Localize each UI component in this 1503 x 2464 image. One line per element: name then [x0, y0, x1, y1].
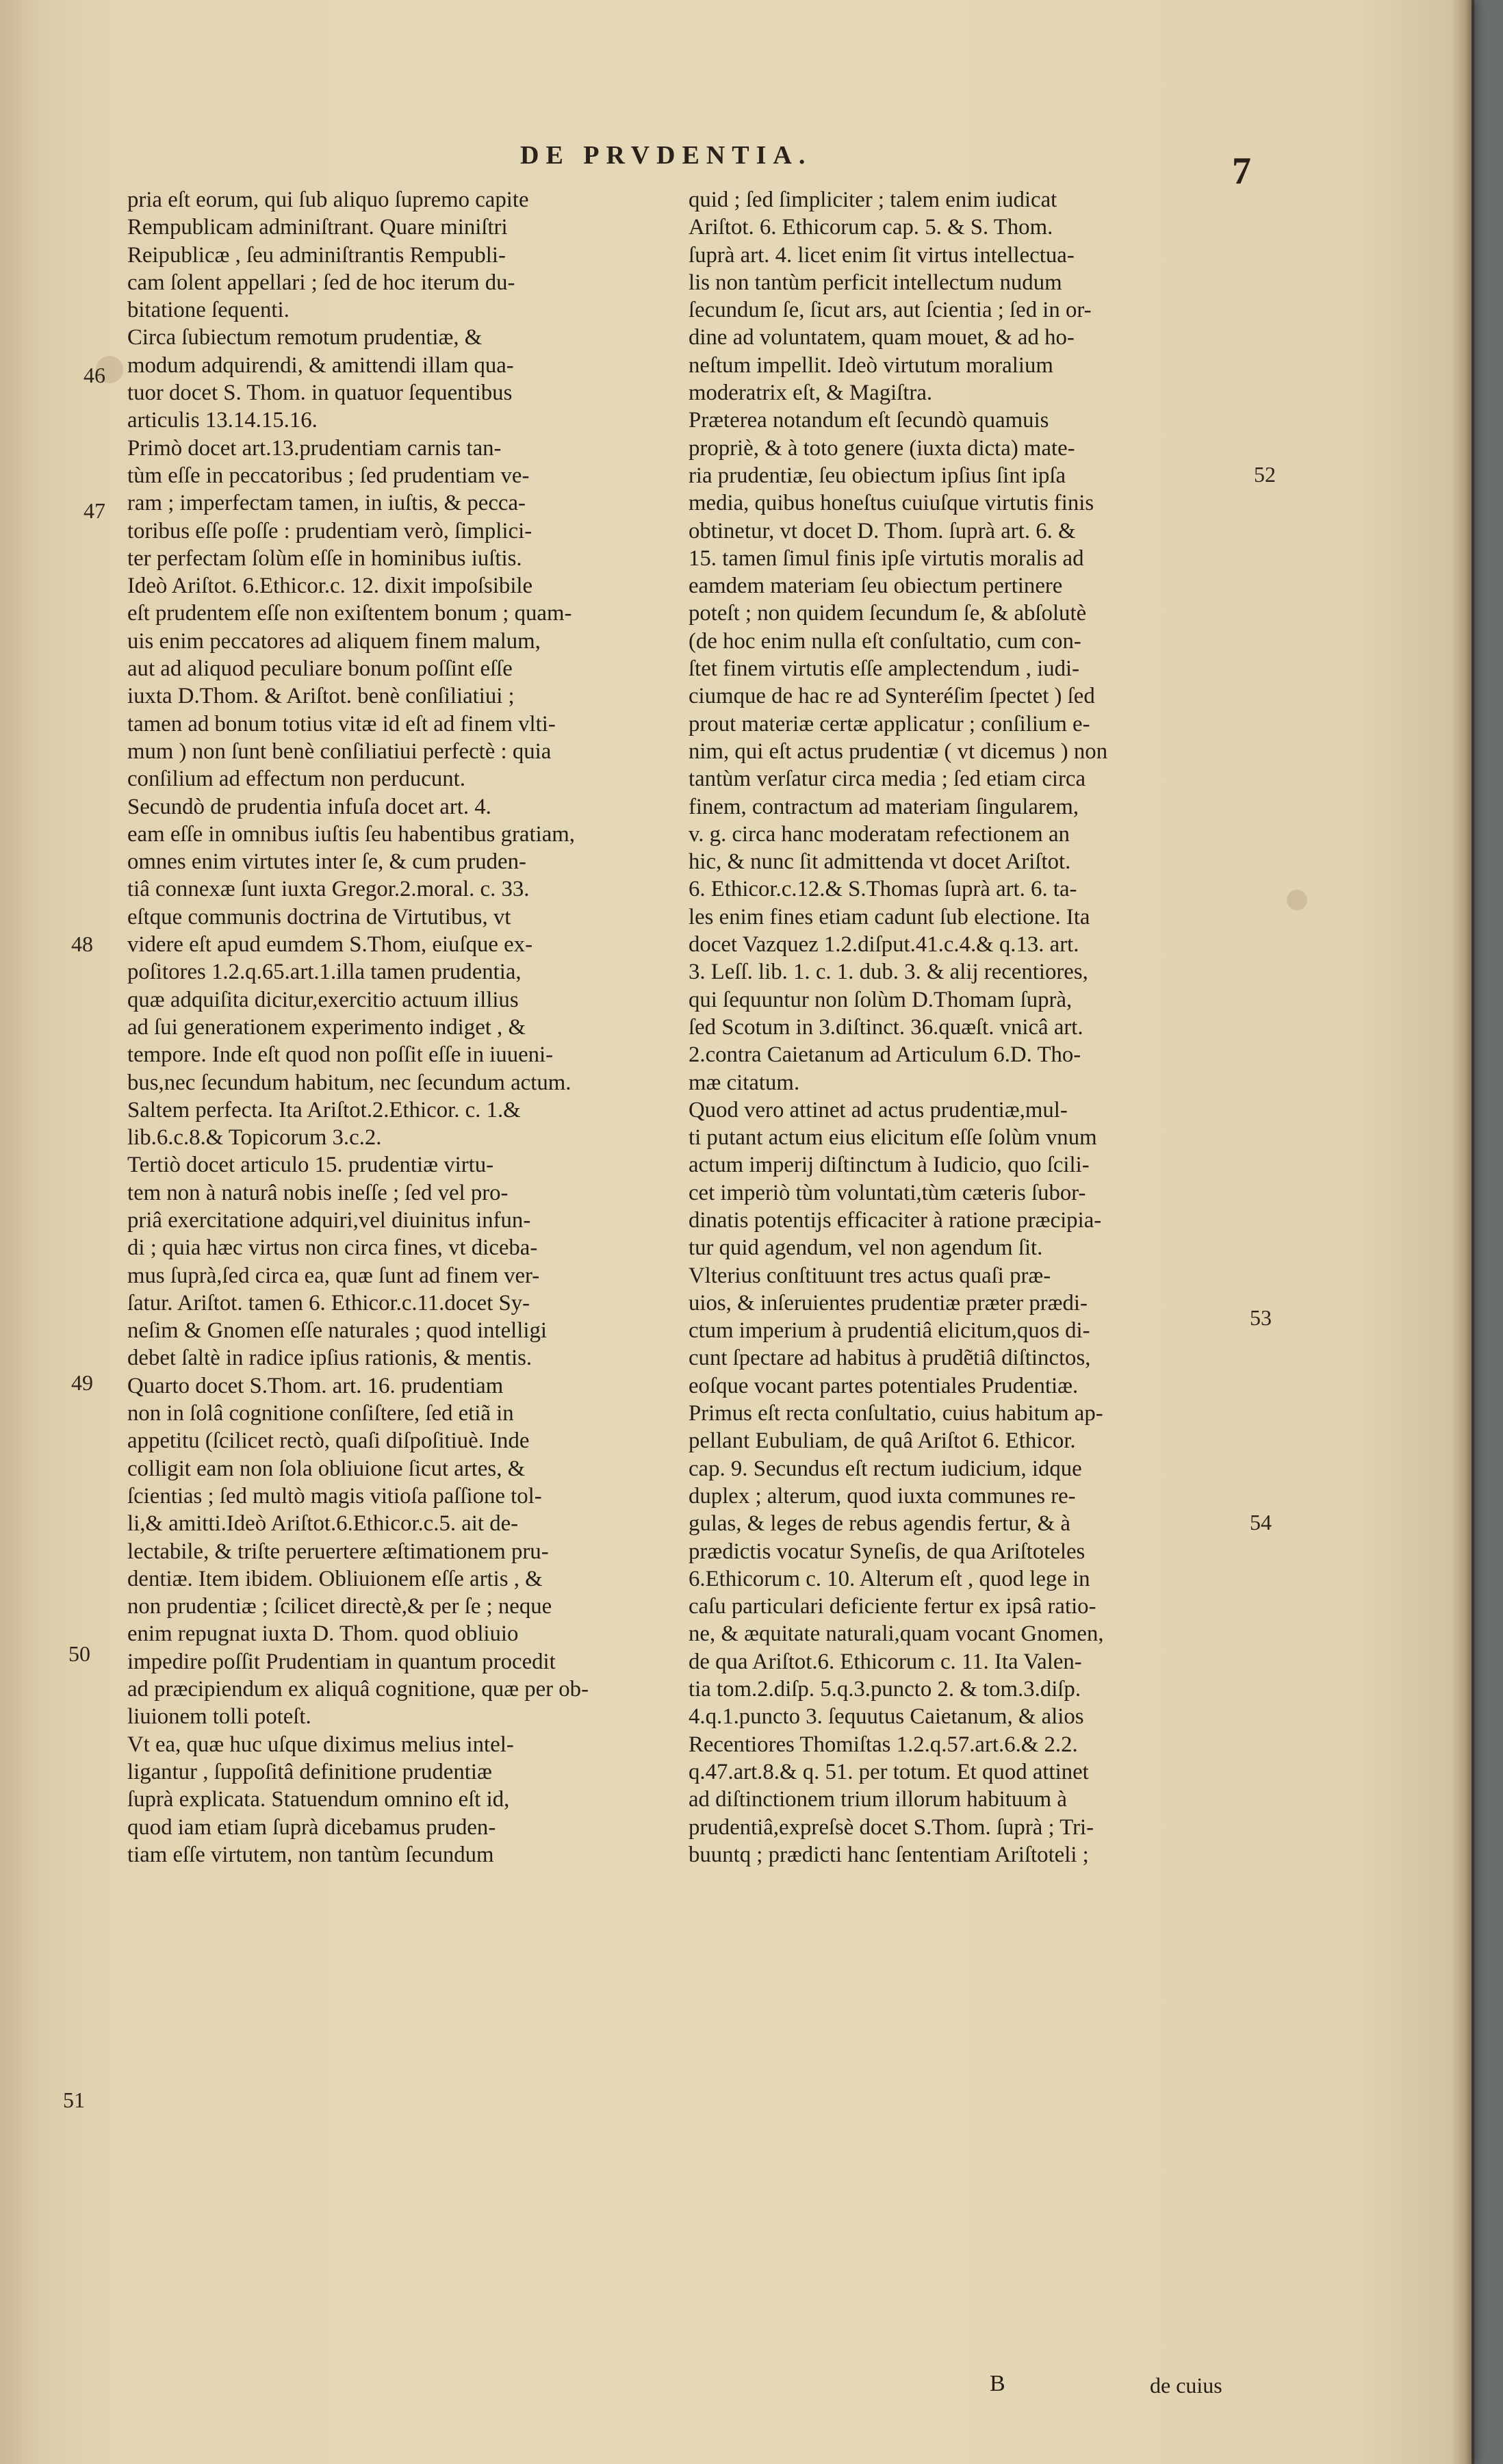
text-line: tamen ad bonum totius vitæ id eſt ad finem vlti- — [127, 711, 556, 736]
text-line: duplex ; alterum, quod iuxta communes re- — [689, 1483, 1076, 1509]
text-line: eoſque vocant partes potentiales Prudentiæ. — [689, 1373, 1079, 1398]
text-line: tiam eſſe virtutem, non tantùm ſecundum — [127, 1842, 494, 1867]
text-line: Saltem perfecta. Ita Ariſtot.2.Ethicor. c. 1.& — [127, 1097, 521, 1122]
text-line: tur quid agendum, vel non agendum ſit. — [689, 1235, 1043, 1261]
text-line: Primò docet art.13.prudentiam carnis tan- — [127, 435, 502, 461]
text-line: v. g. circa hanc moderatam refectionem an — [689, 821, 1070, 847]
text-line: tùm eſſe in peccatoribus ; ſed prudentiam ve- — [127, 463, 530, 488]
text-line: bus,nec ſecundum habitum, nec ſecundum actum. — [127, 1070, 571, 1095]
text-line: 2.contra Caietanum ad Articulum 6.D. Tho- — [689, 1042, 1081, 1068]
text-line: ad præcipiendum ex aliquâ cognitione, quæ per ob- — [127, 1677, 589, 1702]
text-line: ad diſtinctionem trium illorum habituum à — [689, 1787, 1067, 1812]
margin-number: 53 — [1250, 1305, 1272, 1330]
text-line: enim repugnat iuxta D. Thom. quod obliuio — [127, 1621, 519, 1647]
text-line: lib.6.c.8.& Topicorum 3.c.2. — [127, 1125, 382, 1151]
text-line: impedire poſſit Prudentiam in quantum procedit — [127, 1649, 556, 1674]
margin-number: 52 — [1254, 462, 1276, 487]
text-line: videre eſt apud eumdem S.Thom, eiuſque ex- — [127, 932, 532, 958]
text-line: poſitores 1.2.q.65.art.1.illa tamen prudentia, — [127, 960, 522, 985]
text-line: pria eſt eorum, qui ſub aliquo ſupremo capite — [127, 188, 529, 212]
text-line: li,& amitti.Ideò Ariſtot.6.Ethicor.c.5. ait de- — [127, 1511, 519, 1537]
text-line: toribus eſſe poſſe : prudentiam verò, ſimplici- — [127, 518, 532, 543]
text-line: eamdem materiam ſeu obiectum pertinere — [689, 574, 1063, 599]
text-line: Ideò Ariſtot. 6.Ethicor.c. 12. dixit impoſsibile — [127, 574, 533, 599]
page-number: 7 — [1232, 150, 1251, 192]
text-line: mæ citatum. — [689, 1070, 800, 1095]
text-line: prudentiâ,expreſsè docet S.Thom. ſuprà ; Tri- — [689, 1814, 1094, 1840]
text-line: cam ſolent appellari ; ſed de hoc iterum du- — [127, 270, 515, 295]
text-line: conſilium ad effectum non perducunt. — [127, 767, 465, 792]
text-line: Ariſtot. 6. Ethicorum cap. 5. & S. Thom. — [689, 215, 1053, 240]
text-line: 3. Leſſ. lib. 1. c. 1. dub. 3. & alij recentiores, — [689, 960, 1088, 985]
text-line: tempore. Inde eſt quod non poſſit eſſe in iuueni- — [127, 1042, 554, 1068]
text-line: Recentiores Thomiſtas 1.2.q.57.art.6.& 2.2. — [689, 1732, 1078, 1757]
text-line: uios, & inſeruientes prudentiæ præter prædi- — [689, 1290, 1088, 1316]
text-line: prout materiæ certæ applicatur ; conſilium e- — [689, 711, 1090, 736]
running-head: DE PRVDENTIA. — [520, 141, 812, 170]
text-line: ctum imperium à prudentiâ elicitum,quos di- — [689, 1318, 1090, 1344]
text-line: ſuprà art. 4. licet enim ſit virtus intellectua- — [689, 242, 1075, 268]
text-line: Rempublicam adminiſtrant. Quare miniſtri — [127, 215, 508, 240]
text-line: buuntq ; prædicti hanc ſententiam Ariſtoteli ; — [689, 1842, 1089, 1867]
text-line: tantùm verſatur circa media ; ſed etiam circa — [689, 767, 1086, 792]
text-line: ram ; imperfectam tamen, in iuſtis, & pecca- — [127, 491, 526, 516]
text-line: ſed Scotum in 3.diſtinct. 36.quæſt. vnicâ art. — [689, 1014, 1083, 1040]
catchword: de cuius — [1150, 2373, 1222, 2398]
text-line: qui ſequuntur non ſolùm D.Thomam ſuprà, — [689, 987, 1072, 1012]
text-line: pellant Eubuliam, de quâ Ariſtot 6. Ethicor. — [689, 1428, 1076, 1454]
text-line: ter perfectam ſolùm eſſe in hominibus iuſtis. — [127, 546, 522, 571]
text-line: Reipublicæ , ſeu adminiſtrantis Rempubli- — [127, 242, 506, 268]
text-line: quid ; ſed ſimpliciter ; talem enim iudicat — [689, 188, 1057, 212]
text-line: ſecundum ſe, ſicut ars, aut ſcientia ; ſed in or- — [689, 298, 1092, 323]
text-line: tiâ connexæ ſunt iuxta Gregor.2.moral. c. 33. — [127, 877, 530, 902]
text-line: ſcientias ; ſed multò magis vitioſa paſſione tol- — [127, 1483, 542, 1509]
text-line: ria prudentiæ, ſeu obiectum ipſius ſint ipſa — [689, 463, 1066, 488]
text-line: finem, contractum ad materiam ſingularem, — [689, 794, 1079, 819]
text-line: dine ad voluntatem, quam mouet, & ad ho- — [689, 325, 1075, 350]
text-line: mus ſuprà,ſed circa ea, quæ ſunt ad finem ver- — [127, 1263, 540, 1288]
left-text-column — [127, 186, 668, 1869]
margin-number: 46 — [84, 363, 105, 387]
text-line: caſu particulari deficiente fertur ex ipsâ ratio- — [689, 1594, 1096, 1619]
text-line: appetitu (ſcilicet rectò, quaſi diſpoſitiuè. Inde — [127, 1428, 530, 1454]
text-line: Tertiò docet articulo 15. prudentiæ virtu- — [127, 1153, 494, 1178]
text-line: debet ſaltè in radice ipſius rationis, & mentis. — [127, 1346, 532, 1371]
text-line: 15. tamen ſimul finis ipſe virtutis moralis ad — [689, 546, 1084, 571]
text-line: 4.q.1.puncto 3. ſequutus Caietanum, & alios — [689, 1704, 1084, 1730]
text-line: priâ exercitatione adquiri,vel diuinitus infun- — [127, 1207, 531, 1233]
text-line: liuionem tolli poteſt. — [127, 1704, 311, 1730]
text-line: Vlterius conſtituunt tres actus quaſi præ- — [689, 1263, 1051, 1288]
text-line: tuor docet S. Thom. in quatuor ſequentibus — [127, 381, 513, 406]
text-line: neſtum impellit. Ideò virtutum moralium — [689, 352, 1053, 378]
text-line: propriè, & à toto genere (iuxta dicta) mate- — [689, 435, 1075, 461]
text-line: uis enim peccatores ad aliquem finem malum, — [127, 628, 541, 654]
text-line: tia tom.2.diſp. 5.q.3.puncto 2. & tom.3.diſp. — [689, 1677, 1081, 1702]
text-line: q.47.art.8.& q. 51. per totum. Et quod attinet — [689, 1759, 1089, 1784]
text-line: Circa ſubiectum remotum prudentiæ, & — [127, 325, 483, 350]
text-line: Quod vero attinet ad actus prudentiæ,mul- — [689, 1097, 1068, 1122]
text-line: quod iam etiam ſuprà dicebamus pruden- — [127, 1814, 496, 1840]
text-line: lis non tantùm perficit intellectum nudum — [689, 270, 1062, 295]
text-line: Præterea notandum eſt ſecundò quamuis — [689, 408, 1049, 433]
text-line: ligantur , ſuppoſitâ definitione prudentiæ — [127, 1759, 492, 1784]
text-line: 6. Ethicor.c.12.& S.Thomas ſuprà art. 6. ta- — [689, 877, 1077, 902]
margin-number: 50 — [68, 1641, 90, 1666]
text-line: lectabile, & triſte peruertere æſtimationem pru- — [127, 1539, 549, 1564]
paper-stain — [1287, 890, 1307, 910]
text-line: eſtque communis doctrina de Virtutibus, vt — [127, 904, 511, 929]
right-text-column — [689, 186, 1247, 1869]
margin-number: 47 — [84, 498, 105, 523]
text-line: ciumque de hac re ad Synteréſim ſpectet ) ſed — [689, 684, 1095, 709]
text-line: colligit eam non ſola obliuione ſicut artes, & — [127, 1456, 526, 1481]
text-line: mum ) non ſunt benè conſiliatiui perfectè : quia — [127, 739, 552, 764]
text-line: modum adquirendi, & amittendi illam qua- — [127, 352, 514, 378]
margin-number: 48 — [71, 932, 93, 956]
text-line: tem non à naturâ nobis ineſſe ; ſed vel pro- — [127, 1180, 509, 1205]
text-line: media, quibus honeſtus cuiuſque virtutis finis — [689, 491, 1094, 516]
text-line: neſim & Gnomen eſſe naturales ; quod intelligi — [127, 1318, 547, 1344]
text-line: dinatis potentijs efficaciter à ratione præcipia- — [689, 1207, 1102, 1233]
margin-number: 54 — [1250, 1510, 1272, 1535]
text-line: les enim fines etiam cadunt ſub electione. Ita — [689, 904, 1090, 929]
signature-mark: B — [990, 2371, 1005, 2396]
text-line: 6.Ethicorum c. 10. Alterum eſt , quod lege in — [689, 1566, 1090, 1591]
text-line: cunt ſpectare ad habitus à prudẽtiâ diſtinctos, — [689, 1346, 1091, 1371]
text-line: non in ſolâ cognitione conſiſtere, ſed etiã in — [127, 1401, 514, 1426]
text-line: prædictis vocatur Syneſis, de qua Ariſtoteles — [689, 1539, 1086, 1564]
text-line: ne, & æquitate naturali,quam vocant Gnomen, — [689, 1621, 1104, 1647]
text-line: Primus eſt recta conſultatio, cuius habitum ap- — [689, 1401, 1103, 1426]
text-line: ſtet finem virtutis eſſe amplectendum , iudi- — [689, 656, 1080, 682]
text-line: (de hoc enim nulla eſt conſultatio, cum con- — [689, 628, 1081, 654]
text-line: iuxta D.Thom. & Ariſtot. benè conſiliatiui ; — [127, 684, 515, 709]
text-line: Vt ea, quæ huc uſque diximus melius intel- — [127, 1732, 514, 1757]
text-line: bitatione ſequenti. — [127, 298, 290, 323]
margin-number: 49 — [71, 1370, 93, 1395]
text-line: gulas, & leges de rebus agendis fertur, & à — [689, 1511, 1070, 1537]
margin-number: 51 — [63, 2088, 85, 2112]
text-line: cap. 9. Secundus eſt rectum iudicium, idque — [689, 1456, 1082, 1481]
text-line: actum imperij diſtinctum à Iudicio, quo ſcili- — [689, 1153, 1090, 1178]
text-line: hic, & nunc ſit admittenda vt docet Ariſtot. — [689, 849, 1071, 875]
text-line: eſt prudentem eſſe non exiſtentem bonum ; quam- — [127, 601, 572, 626]
text-line: ti putant actum eius elicitum eſſe ſolùm vnum — [689, 1125, 1097, 1151]
text-line: docet Vazquez 1.2.diſput.41.c.4.& q.13. art. — [689, 932, 1079, 958]
text-line: poteſt ; non quidem ſecundum ſe, & abſolutè — [689, 601, 1087, 626]
text-line: ſuprà explicata. Statuendum omnino eſt id, — [127, 1787, 510, 1812]
text-line: di ; quia hæc virtus non circa fines, vt diceba- — [127, 1235, 538, 1261]
text-line: quæ adquiſita dicitur,exercitio actuum illius — [127, 987, 519, 1012]
text-line: aut ad aliquod peculiare bonum poſſint eſſe — [127, 656, 513, 682]
text-line: dentiæ. Item ibidem. Obliuionem eſſe artis , & — [127, 1566, 543, 1591]
text-line: nim, qui eſt actus prudentiæ ( vt dicemus ) non — [689, 739, 1108, 764]
text-line: obtinetur, vt docet D. Thom. ſuprà art. 6. & — [689, 518, 1076, 543]
text-line: non prudentiæ ; ſcilicet directè,& per ſe ; neque — [127, 1594, 552, 1619]
text-line: eam eſſe in omnibus iuſtis ſeu habentibus gratiam, — [127, 821, 575, 847]
text-line: ad ſui generationem experimento indiget , & — [127, 1014, 526, 1040]
text-line: Secundò de prudentia infuſa docet art. 4. — [127, 794, 491, 819]
text-line: articulis 13.14.15.16. — [127, 408, 318, 433]
text-line: de qua Ariſtot.6. Ethicorum c. 11. Ita Valen- — [689, 1649, 1082, 1674]
page-edge-shadow — [1451, 0, 1474, 2464]
text-line: moderatrix eſt, & Magiſtra. — [689, 381, 933, 406]
text-line: ſatur. Ariſtot. tamen 6. Ethicor.c.11.docet Sy- — [127, 1290, 530, 1316]
text-line: cet imperiò tùm voluntati,tùm cæteris ſubor- — [689, 1180, 1086, 1205]
text-line: Quarto docet S.Thom. art. 16. prudentiam — [127, 1373, 504, 1398]
text-line: omnes enim virtutes inter ſe, & cum pruden- — [127, 849, 526, 875]
